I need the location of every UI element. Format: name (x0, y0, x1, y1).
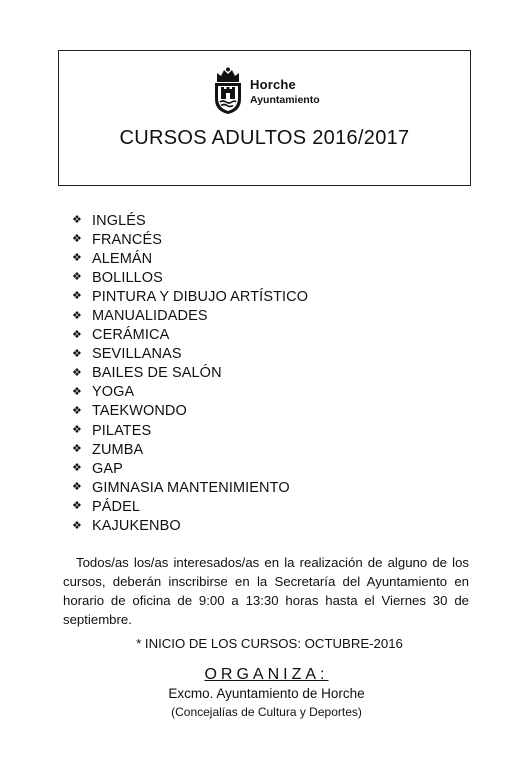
bullet-icon: ❖ (72, 214, 82, 227)
bullet-icon: ❖ (72, 271, 82, 284)
bullet-icon: ❖ (72, 366, 82, 379)
logo-subtitle: Ayuntamiento (250, 94, 320, 106)
logo-name: Horche (250, 77, 296, 92)
course-label: ZUMBA (92, 441, 144, 458)
list-item (72, 306, 308, 325)
course-start-date: * INICIO DE LOS CURSOS: OCTUBRE-2016 (136, 636, 403, 651)
course-label: INGLÉS (92, 212, 146, 229)
list-item (72, 478, 308, 497)
course-label: BAILES DE SALÓN (92, 365, 222, 382)
bullet-icon: ❖ (72, 481, 82, 494)
course-label: PÁDEL (92, 498, 141, 515)
course-label: KAJUKENBO (92, 518, 181, 535)
list-item (72, 497, 308, 516)
page-title: CURSOS ADULTOS 2016/2017 (119, 127, 410, 149)
course-label: SEVILLANAS (92, 346, 182, 363)
list-item (72, 402, 308, 421)
list-item (72, 211, 308, 230)
course-label: BOLILLOS (92, 269, 163, 286)
bullet-icon: ❖ (72, 347, 82, 360)
list-item (72, 459, 308, 478)
course-label: ALEMÁN (92, 250, 153, 267)
organizer-name: Excmo. Ayuntamiento de Horche (168, 686, 365, 701)
list-item (72, 345, 308, 364)
course-label: CERÁMICA (92, 327, 170, 344)
course-label: PINTURA Y DIBUJO ARTÍSTICO (92, 288, 309, 305)
course-label: MANUALIDADES (92, 308, 208, 325)
bullet-icon: ❖ (72, 385, 82, 398)
bullet-icon: ❖ (72, 233, 82, 246)
organiza-heading: ORGANIZA: (204, 666, 329, 683)
bullet-icon: ❖ (72, 500, 82, 513)
list-item (72, 364, 308, 383)
registration-notice: Todos/as los/as interesados/as en la realización de alguno de los cursos, deberán inscribirse en la Secretaría del Ayuntamiento en horario de oficina de 9:00 a 13:30 horas hasta el Viernes 30 de septiembre. (63, 555, 469, 627)
list-item (72, 287, 308, 306)
course-label: GIMNASIA MANTENIMIENTO (92, 479, 290, 496)
course-label: GAP (92, 460, 123, 477)
bullet-icon: ❖ (72, 462, 82, 475)
list-item (72, 230, 308, 249)
list-item (72, 383, 308, 402)
list-item (72, 517, 308, 536)
header-box (58, 50, 471, 186)
course-label: YOGA (92, 384, 135, 401)
bullet-icon: ❖ (72, 290, 82, 303)
bullet-icon: ❖ (72, 519, 82, 532)
logo (211, 67, 341, 115)
list-item (72, 440, 308, 459)
bullet-icon: ❖ (72, 252, 82, 265)
list-item (72, 249, 308, 268)
bullet-icon: ❖ (72, 309, 82, 322)
list-item (72, 421, 308, 440)
list-item (72, 268, 308, 287)
bullet-icon: ❖ (72, 443, 82, 456)
course-label: FRANCÉS (92, 231, 162, 248)
bullet-icon: ❖ (72, 404, 82, 417)
coat-of-arms-icon (211, 67, 245, 115)
bullet-icon: ❖ (72, 424, 82, 437)
course-list (72, 211, 308, 536)
course-label: PILATES (92, 422, 152, 439)
bullet-icon: ❖ (72, 328, 82, 341)
course-label: TAEKWONDO (92, 403, 187, 420)
organizer-departments: (Concejalías de Cultura y Deportes) (171, 705, 362, 719)
list-item (72, 326, 308, 345)
